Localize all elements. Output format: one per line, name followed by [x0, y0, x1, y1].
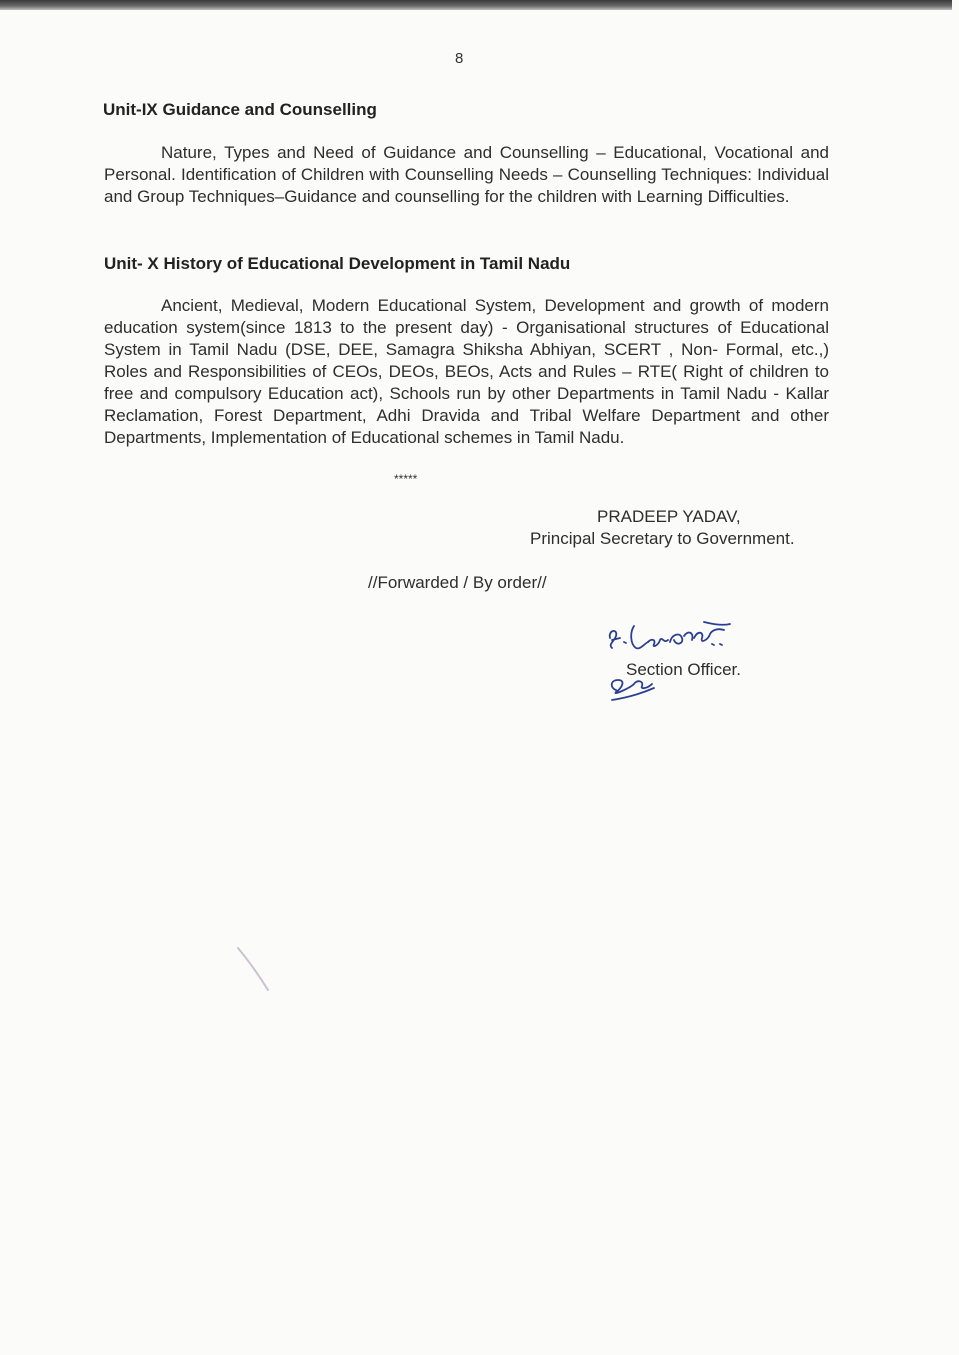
section-officer-label: Section Officer. [626, 660, 741, 679]
unit-ix-heading: Unit-IX Guidance and Counselling [103, 100, 377, 119]
scan-edge [0, 0, 952, 10]
unit-x-body: Ancient, Medieval, Modern Educational System, Development and growth of modern education system(since 1813 to the present day) - Organisational structures of Educational System in Tamil Nadu (DSE, DEE, Samagra Shiksha Abhiyan, SCERT , Non- Formal, etc.,) Roles and Responsibilities of CEOs, DEOs, BEOs, Acts and Rules – RTE( Right of children to free and compulsory Education act), Schools run by other Departments in Tamil Nadu - Kallar Reclamation, Forest Department, Adhi Dravida and Tribal Welfare Department and other Departments, Implementation of Educational schemes in Tamil Nadu. [104, 296, 829, 447]
unit-x-heading: Unit- X History of Educational Development in Tamil Nadu [104, 254, 571, 273]
signatory-name: PRADEEP YADAV, [597, 507, 741, 526]
section-separator: ***** [394, 472, 418, 486]
page-number: 8 [455, 50, 464, 67]
scan-smudge [234, 944, 274, 994]
signatory-title: Principal Secretary to Government. [530, 529, 795, 548]
forwarded-by-order: //Forwarded / By order// [368, 573, 547, 592]
unit-ix-body: Nature, Types and Need of Guidance and Counselling – Educational, Vocational and Personal. Identification of Children with Counselling Needs – Counselling Techniques: Individual and Group Techniques–Guidance and counselling for the children with Learning Difficulties. [104, 143, 829, 206]
